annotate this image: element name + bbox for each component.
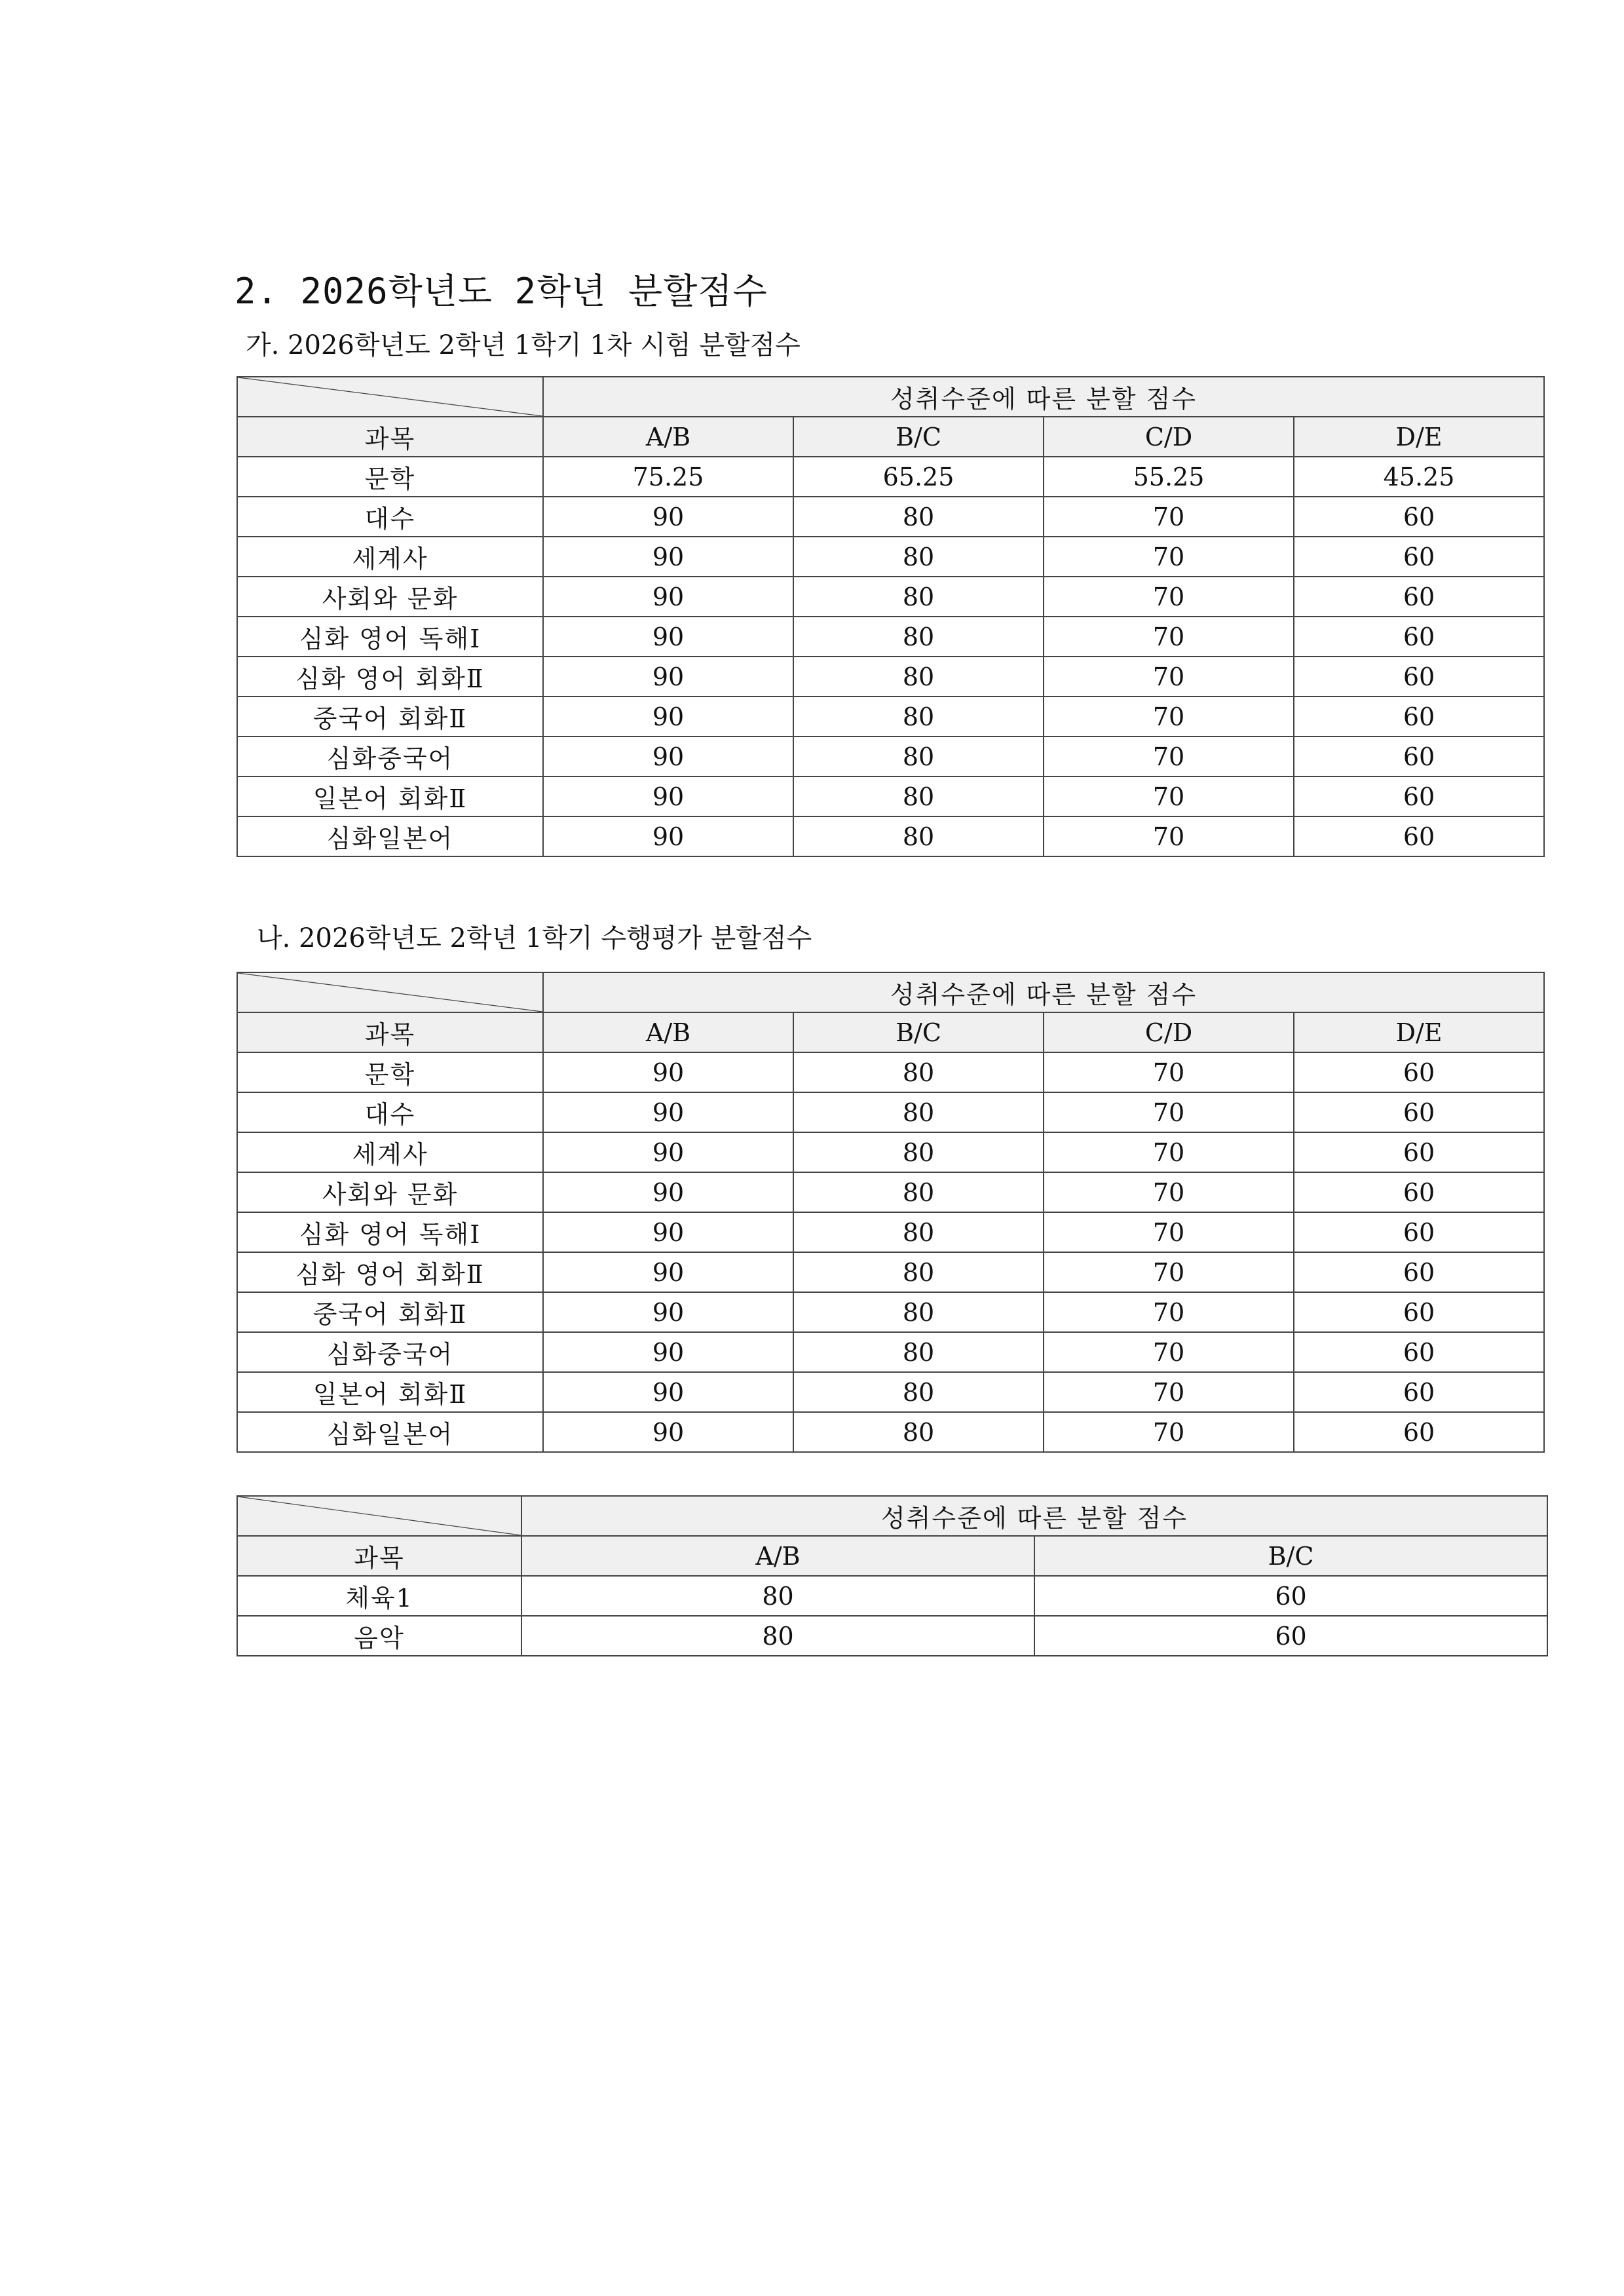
score-cell: 70 [1044,617,1294,657]
table-row [237,1172,1544,1212]
performance-cut-score-table [236,972,1545,1453]
section-a-title: 가. 2026학년도 2학년 1학기 1차 시험 분할점수 [246,330,801,360]
header-subject: 과목 [237,1536,521,1576]
table-row [237,1132,1544,1172]
score-cell: 60 [1294,1252,1544,1292]
header-row-columns [237,1012,1544,1052]
page-title: 2. 2026학년도 2학년 분할점수 [235,271,768,312]
table-row [237,537,1544,577]
score-cell: 80 [793,697,1044,737]
header-level-column: D/E [1294,417,1544,457]
score-cell: 60 [1294,1372,1544,1412]
score-cell: 90 [543,776,793,816]
score-cell: 90 [543,1332,793,1372]
subject-cell: 대수 [237,497,543,537]
section-b-title: 나. 2026학년도 2학년 1학기 수행평가 분할점수 [257,923,812,953]
header-level-column: B/C [1034,1536,1547,1576]
score-cell: 80 [793,537,1044,577]
score-cell: 70 [1044,1132,1294,1172]
score-cell: 90 [543,1132,793,1172]
score-cell: 70 [1044,1372,1294,1412]
header-level-column: B/C [793,1012,1044,1052]
score-cell: 80 [793,1292,1044,1332]
header-level-column: B/C [793,417,1044,457]
header-row-top [237,1496,1547,1536]
exam-cut-score-table [236,376,1545,857]
score-cell: 90 [543,1052,793,1092]
score-cell: 70 [1044,1172,1294,1212]
score-cell: 90 [543,617,793,657]
header-level-column: A/B [521,1536,1034,1576]
score-cell: 55.25 [1044,457,1294,497]
subject-cell: 사회와 문화 [237,577,543,617]
score-cell: 60 [1034,1576,1547,1616]
score-cell: 60 [1294,497,1544,537]
header-subject: 과목 [237,1012,543,1052]
score-cell: 80 [793,1372,1044,1412]
subject-cell: 대수 [237,1092,543,1132]
score-cell: 90 [543,1292,793,1332]
subject-cell: 중국어 회화Ⅱ [237,697,543,737]
score-cell: 60 [1294,577,1544,617]
score-cell: 90 [543,1412,793,1452]
score-cell: 60 [1294,1132,1544,1172]
score-cell: 70 [1044,697,1294,737]
table-row [237,1212,1544,1252]
table-row [237,737,1544,776]
header-level-column: A/B [543,417,793,457]
score-cell: 80 [793,1412,1044,1452]
table-row [237,617,1544,657]
score-cell: 70 [1044,1212,1294,1252]
table-row [237,1092,1544,1132]
score-cell: 80 [793,1172,1044,1212]
header-level-column: C/D [1044,1012,1294,1052]
score-cell: 70 [1044,737,1294,776]
table-row [237,697,1544,737]
score-cell: 70 [1044,1332,1294,1372]
score-cell: 75.25 [543,457,793,497]
table-row [237,457,1544,497]
score-cell: 90 [543,1212,793,1252]
score-cell: 60 [1294,657,1544,697]
diagonal-line [238,377,542,416]
table-row [237,1372,1544,1412]
subject-cell: 심화일본어 [237,1412,543,1452]
subject-cell: 세계사 [237,1132,543,1172]
score-cell: 70 [1044,1412,1294,1452]
score-cell: 60 [1294,1052,1544,1092]
diagonal-line [238,973,542,1012]
score-cell: 45.25 [1294,457,1544,497]
subject-cell: 세계사 [237,537,543,577]
score-cell: 80 [793,577,1044,617]
score-cell: 70 [1044,1052,1294,1092]
score-cell: 60 [1294,737,1544,776]
diagonal-line [238,1497,521,1535]
score-cell: 60 [1294,816,1544,856]
header-cut-score-title: 성취수준에 따른 분할 점수 [521,1496,1547,1536]
score-cell: 60 [1294,1212,1544,1252]
table-row [237,816,1544,856]
score-cell: 70 [1044,776,1294,816]
score-cell: 90 [543,1172,793,1212]
score-cell: 80 [521,1616,1034,1656]
header-row-columns [237,1536,1547,1576]
header-row-columns [237,417,1544,457]
score-cell: 80 [793,1212,1044,1252]
subject-cell: 일본어 회화Ⅱ [237,776,543,816]
score-cell: 60 [1294,697,1544,737]
subject-cell: 체육1 [237,1576,521,1616]
score-cell: 70 [1044,577,1294,617]
header-level-column: D/E [1294,1012,1544,1052]
score-cell: 70 [1044,537,1294,577]
score-cell: 80 [793,617,1044,657]
score-cell: 70 [1044,1092,1294,1132]
score-cell: 90 [543,537,793,577]
score-cell: 90 [543,657,793,697]
table-row [237,1412,1544,1452]
table-row [237,1576,1547,1616]
score-cell: 60 [1294,537,1544,577]
subject-cell: 심화일본어 [237,816,543,856]
header-row-top [237,377,1544,417]
table-row [237,776,1544,816]
subject-cell: 일본어 회화Ⅱ [237,1372,543,1412]
table-row [237,577,1544,617]
score-cell: 70 [1044,497,1294,537]
table-row [237,1252,1544,1292]
header-level-column: C/D [1044,417,1294,457]
subject-cell: 심화 영어 회화Ⅱ [237,1252,543,1292]
header-row-top [237,972,1544,1012]
score-cell: 60 [1294,1092,1544,1132]
arts-pe-cut-score-table [236,1495,1548,1656]
diagonal-corner-cell [237,377,543,417]
score-cell: 90 [543,816,793,856]
table-body [237,972,1544,1452]
score-cell: 60 [1294,1332,1544,1372]
score-cell: 60 [1294,1412,1544,1452]
subject-cell: 사회와 문화 [237,1172,543,1212]
score-cell: 90 [543,1252,793,1292]
score-cell: 80 [793,1132,1044,1172]
table-body [237,377,1544,856]
subject-cell: 심화 영어 독해Ⅰ [237,617,543,657]
score-cell: 80 [793,1332,1044,1372]
subject-cell: 심화중국어 [237,737,543,776]
score-cell: 80 [793,657,1044,697]
table-row [237,1616,1547,1656]
diagonal-corner-cell [237,1496,521,1536]
score-cell: 70 [1044,1252,1294,1292]
score-cell: 70 [1044,1292,1294,1332]
header-cut-score-title: 성취수준에 따른 분할 점수 [543,377,1544,417]
score-cell: 60 [1294,776,1544,816]
score-cell: 90 [543,737,793,776]
score-cell: 80 [793,497,1044,537]
header-cut-score-title: 성취수준에 따른 분할 점수 [543,972,1544,1012]
score-cell: 60 [1294,617,1544,657]
score-cell: 65.25 [793,457,1044,497]
table-row [237,497,1544,537]
subject-cell: 심화 영어 독해Ⅰ [237,1212,543,1252]
subject-cell: 심화 영어 회화Ⅱ [237,657,543,697]
score-cell: 90 [543,1092,793,1132]
score-cell: 60 [1294,1172,1544,1212]
score-cell: 90 [543,577,793,617]
header-subject: 과목 [237,417,543,457]
subject-cell: 음악 [237,1616,521,1656]
score-cell: 90 [543,1372,793,1412]
score-cell: 80 [793,776,1044,816]
table-row [237,1052,1544,1092]
subject-cell: 문학 [237,1052,543,1092]
score-cell: 60 [1294,1292,1544,1332]
score-cell: 80 [793,1052,1044,1092]
score-cell: 80 [793,1252,1044,1292]
score-cell: 70 [1044,657,1294,697]
table-row [237,657,1544,697]
score-cell: 90 [543,697,793,737]
subject-cell: 심화중국어 [237,1332,543,1372]
header-level-column: A/B [543,1012,793,1052]
table-body [237,1496,1547,1656]
table-row [237,1332,1544,1372]
diagonal-corner-cell [237,972,543,1012]
score-cell: 60 [1034,1616,1547,1656]
score-cell: 90 [543,497,793,537]
subject-cell: 중국어 회화Ⅱ [237,1292,543,1332]
subject-cell: 문학 [237,457,543,497]
table-row [237,1292,1544,1332]
score-cell: 70 [1044,816,1294,856]
score-cell: 80 [793,816,1044,856]
score-cell: 80 [793,737,1044,776]
score-cell: 80 [793,1092,1044,1132]
score-cell: 80 [521,1576,1034,1616]
